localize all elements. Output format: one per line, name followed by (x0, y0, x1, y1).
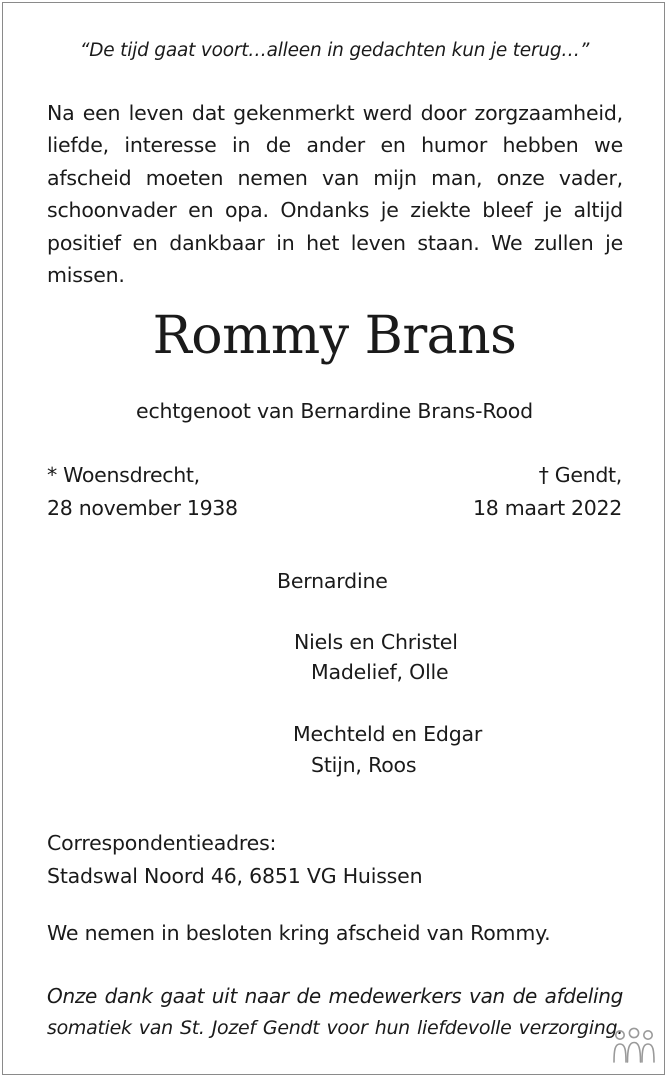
correspondence-label: Correspondentieadres: (47, 831, 277, 855)
people-group-icon (611, 1024, 657, 1066)
birth-date: 28 november 1938 (47, 495, 238, 520)
intro-line: afscheid moeten nemen van mijn man, onze vader, (47, 165, 623, 190)
death-info (473, 459, 622, 524)
correspondence-block (47, 827, 422, 892)
intro-line: Na een leven dat gekenmerkt werd door zorgzaamheid, (47, 101, 623, 125)
thanks-paragraph (47, 980, 623, 1044)
deceased-name: Rommy Brans (152, 306, 517, 366)
intro-line: positief en dankbaar in het leven staan. We zullen je (47, 230, 623, 255)
thanks-line: Onze dank gaat uit naar de medewerkers van de afdeling (47, 984, 623, 1008)
intro-paragraph (47, 97, 623, 291)
death-place: † Gendt, (538, 463, 622, 487)
birth-place: * Woensdrecht, (47, 463, 200, 487)
birth-info (47, 459, 238, 524)
family-grandchildren-2: Stijn, Roos (311, 753, 417, 777)
correspondence-address: Stadswal Noord 46, 6851 VG Huissen (47, 863, 423, 888)
family-child-1: Niels en Christel (294, 630, 458, 654)
closing-line: We nemen in besloten kring afscheid van Rommy. (47, 921, 551, 945)
intro-line: missen. (47, 263, 125, 288)
family-grandchildren-1: Madelief, Olle (311, 660, 449, 684)
intro-line: liefde, interesse in de ander en humor hebben we (47, 133, 623, 158)
family-child-2: Mechteld en Edgar (293, 722, 483, 746)
thanks-line: somatiek van St. Jozef Gendt voor hun liefdevolle verzorging. (47, 1017, 623, 1039)
family-spouse: Bernardine (277, 569, 388, 593)
opening-quote: “De tijd gaat voort…alleen in gedachten kun je terug…” (79, 40, 590, 61)
death-date: 18 maart 2022 (473, 495, 622, 520)
spouse-line: echtgenoot van Bernardine Brans-Rood (136, 399, 533, 423)
intro-line: schoonvader en opa. Ondanks je ziekte bleef je altijd (47, 198, 623, 223)
